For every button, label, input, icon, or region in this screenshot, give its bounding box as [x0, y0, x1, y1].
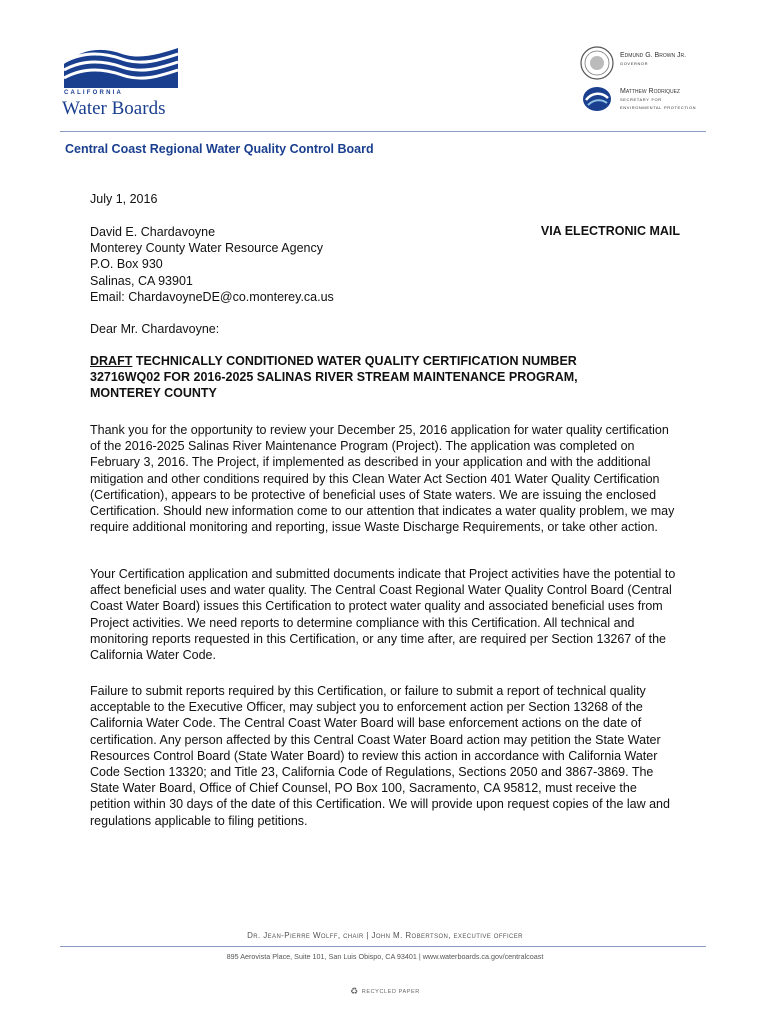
address-line: Email: ChardavoyneDE@co.monterey.ca.us — [90, 289, 334, 304]
salutation: Dear Mr. Chardavoyne: — [90, 322, 220, 336]
footer-divider — [60, 946, 706, 947]
recycled-text: RECYCLED PAPER — [361, 989, 420, 995]
secretary-block — [620, 88, 696, 112]
recipient-address — [90, 224, 390, 305]
secretary-name: Matthew Rodriquez — [620, 88, 680, 95]
logo-state-text: CALIFORNIA — [64, 90, 123, 96]
secretary-title-1: secretary for — [620, 97, 662, 103]
recycle-icon: ♻ — [350, 986, 359, 996]
water-waves-icon — [60, 44, 180, 90]
address-line: David E. Chardavoyne — [90, 225, 216, 239]
body-paragraph: Thank you for the opportunity to review your December 25, 2016 application for water quality certification of the 2016-2025 Salinas River Maintenance Program (Project). The application was completed on February 3, 2016. The Project, if implemented as described in your application and with the additional mitigation and other conditions required by this Clean Water Act Section 401 Water Quality Certification (Certification), appears to be protective of beneficial uses of State waters. We are issuing the enclosed Certification. Should new information come to our attention that indicates a water quality problem, we may require additional monitoring and reporting, issue Waste Discharge Requirements, or take other action. — [90, 423, 675, 535]
officials-block — [580, 44, 740, 114]
state-seal-icon — [580, 46, 614, 80]
footer-officers: Dr. Jean-Pierre Wolff, chair | John M. Robertson, executive officer — [247, 931, 523, 940]
calepa-logo-icon — [582, 86, 612, 112]
body-paragraph: Failure to submit reports required by this Certification, or failure to submit a report of technical quality acceptable to the Executive Officer, may subject you to enforcement action per Section 13268 of the California Water Code. The Central Coast Water Board will base enforcement actions on the date of certification. Any person affected by this Central Coast Water Board action may petition the State Water Resources Control Board (State Water Board) to review this action in accordance with California Water Code Section 13320; and Title 23, California Code of Regulations, Sections 2050 and 3867-3869. The State Water Board, Office of Chief Counsel, PO Box 100, Sacramento, CA 95812, must receive the petition within 30 days of the date of this Certification. We will provide upon request copies of the law and regulations applicable to filing petitions. — [90, 684, 670, 828]
secretary-title-2: environmental protection — [620, 105, 697, 111]
address-line: P.O. Box 930 — [90, 257, 163, 272]
subject-draft: DRAFT — [90, 354, 133, 368]
board-title: Central Coast Regional Water Quality Control Board — [65, 142, 374, 156]
governor-title: governor — [620, 61, 649, 67]
header-divider — [60, 131, 706, 132]
governor-block — [620, 52, 686, 68]
footer-address: 895 Aerovista Place, Suite 101, San Luis Obispo, CA 93401 | www.waterboards.ca.gov/centralcoast — [226, 952, 544, 961]
logo-name-text: Water Boards — [62, 98, 166, 119]
address-line: Salinas, CA 93901 — [90, 273, 193, 288]
subject-text: TECHNICALLY CONDITIONED WATER QUALITY CERTIFICATION NUMBER 32716WQ02 FOR 2016-2025 SALINAS RIVER STREAM MAINTENANCE PROGRAM, MONTEREY COUNTY — [90, 354, 578, 401]
delivery-method: VIA ELECTRONIC MAIL — [540, 224, 680, 238]
recycled-paper-mark — [0, 986, 770, 997]
governor-name: Edmund G. Brown Jr. — [620, 52, 687, 59]
water-boards-logo — [60, 44, 200, 124]
letter-date: July 1, 2016 — [90, 192, 158, 206]
address-line: Monterey County Water Resource Agency — [90, 241, 323, 256]
body-paragraph: Your Certification application and submitted documents indicate that Project activities have the potential to affect beneficial uses and water quality. The Central Coast Regional Water Quality Control Board (Central Coast Water Board) issues this Certification to protect water quality and associated beneficial uses from Project activities. We need reports to determine compliance with this Certification. All technical and monitoring reports requested in this Certification, or any time after, are required per Section 13267 of the California Water Code. — [90, 567, 676, 663]
subject-line — [90, 353, 650, 402]
